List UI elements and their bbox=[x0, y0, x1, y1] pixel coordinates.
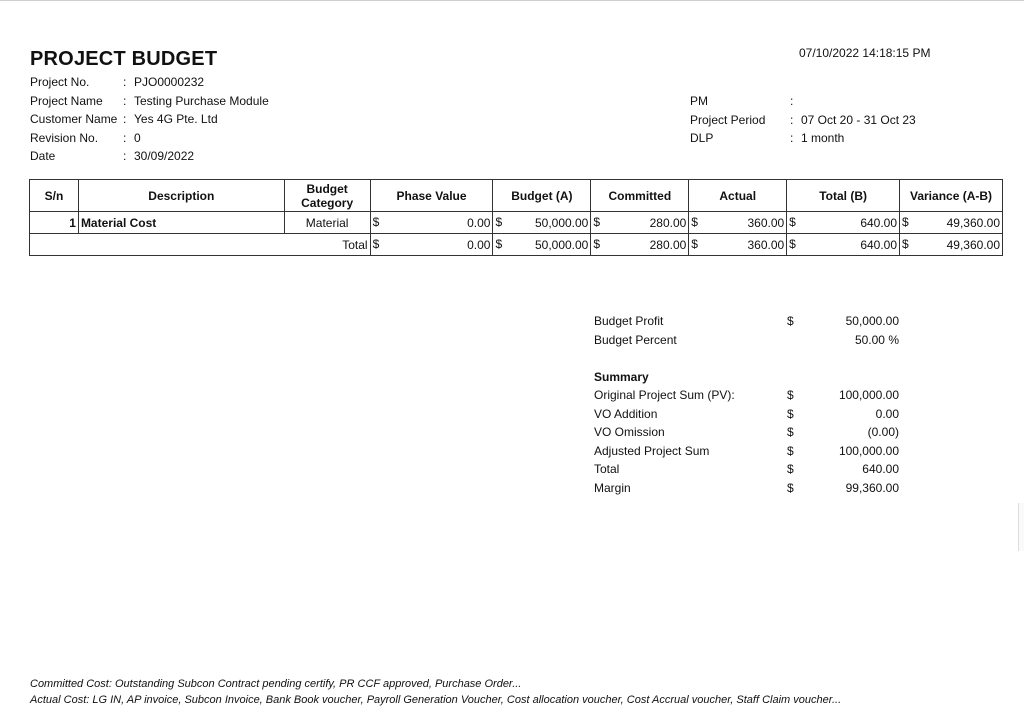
summary-section bbox=[594, 312, 899, 497]
summary-row-original-sum bbox=[594, 386, 899, 405]
header-total: Total (B) bbox=[787, 180, 900, 212]
currency-symbol: $ bbox=[372, 215, 380, 229]
info-label: DLP bbox=[690, 131, 714, 145]
project-info-left bbox=[30, 73, 269, 166]
currency-symbol: $ bbox=[902, 215, 909, 229]
summary-label: Original Project Sum (PV): bbox=[594, 388, 735, 402]
total-committed bbox=[591, 234, 689, 256]
summary-currency: $ bbox=[787, 462, 794, 476]
amount: 0.00 bbox=[467, 237, 491, 252]
amount: 50,000.00 bbox=[534, 215, 589, 230]
header-actual: Actual bbox=[689, 180, 787, 212]
header-category-line2: Category bbox=[301, 195, 354, 210]
header-description: Description bbox=[78, 180, 284, 212]
header-category-line1: Budget bbox=[306, 181, 348, 196]
info-value: 30/09/2022 bbox=[134, 149, 195, 163]
summary-row-adjusted-sum bbox=[594, 442, 899, 461]
summary-label: Margin bbox=[594, 480, 631, 495]
info-row-date bbox=[30, 147, 269, 166]
summary-spacer bbox=[594, 349, 899, 368]
budget-profit-label: Budget Profit bbox=[594, 314, 664, 328]
total-variance bbox=[900, 234, 1003, 256]
total-actual bbox=[689, 234, 787, 256]
info-row-dlp bbox=[690, 129, 916, 148]
total-phase-value bbox=[370, 234, 493, 256]
header-budget-category bbox=[284, 180, 370, 212]
header-variance: Variance (A-B) bbox=[900, 180, 1003, 212]
cell-category: Material bbox=[284, 212, 370, 234]
table-row bbox=[30, 212, 1003, 234]
summary-label: Adjusted Project Sum bbox=[594, 443, 710, 458]
page-title: PROJECT BUDGET bbox=[30, 48, 218, 70]
info-colon: : bbox=[123, 130, 127, 145]
info-row-pm bbox=[690, 92, 916, 111]
header-budget: Budget (A) bbox=[493, 180, 591, 212]
summary-currency: $ bbox=[787, 425, 794, 439]
budget-profit-value: 50,000.00 bbox=[845, 314, 899, 328]
total-total bbox=[787, 234, 900, 256]
budget-table bbox=[29, 179, 1003, 256]
info-label: Customer Name bbox=[30, 112, 118, 126]
info-colon: : bbox=[790, 131, 794, 145]
summary-currency: $ bbox=[787, 388, 794, 402]
info-row-revision-no bbox=[30, 129, 269, 148]
info-colon: : bbox=[123, 112, 127, 126]
info-label: Project Period bbox=[690, 112, 766, 127]
amount: 360.00 bbox=[747, 237, 785, 252]
summary-currency: $ bbox=[787, 406, 794, 421]
summary-value: 640.00 bbox=[862, 462, 899, 476]
summary-heading: Summary bbox=[594, 369, 649, 384]
cell-phase-value bbox=[370, 212, 493, 234]
info-label: Project No. bbox=[30, 75, 90, 89]
amount: 360.00 bbox=[747, 215, 785, 230]
info-value: 1 month bbox=[801, 131, 845, 145]
summary-value: 99,360.00 bbox=[845, 480, 899, 495]
amount: 640.00 bbox=[860, 237, 898, 252]
info-value: PJO0000232 bbox=[134, 75, 205, 89]
info-row-project-no bbox=[30, 73, 269, 92]
budget-percent-row bbox=[594, 331, 899, 350]
cell-total bbox=[787, 212, 900, 234]
budget-profit-currency: $ bbox=[787, 314, 794, 328]
info-label: Revision No. bbox=[30, 130, 99, 145]
amount: 0.00 bbox=[467, 215, 491, 230]
header-committed: Committed bbox=[591, 180, 689, 212]
amount: 280.00 bbox=[649, 237, 687, 252]
currency-symbol: $ bbox=[902, 237, 909, 251]
info-colon: : bbox=[790, 112, 794, 127]
summary-value: 0.00 bbox=[875, 406, 899, 421]
cell-variance bbox=[900, 212, 1003, 234]
summary-value: (0.00) bbox=[867, 425, 899, 439]
cell-budget bbox=[493, 212, 591, 234]
budget-percent-value: 50.00 % bbox=[854, 332, 899, 347]
summary-currency: $ bbox=[787, 443, 794, 458]
cell-actual bbox=[689, 212, 787, 234]
summary-row-total bbox=[594, 460, 899, 479]
summary-row-vo-omission bbox=[594, 423, 899, 442]
actual-cost-note: Actual Cost: LG IN, AP invoice, Subcon Invoice, Bank Book voucher, Payroll Generation Voucher, Cost allocation voucher, Cost Accrual voucher, Staff Claim voucher... bbox=[30, 694, 842, 706]
currency-symbol: $ bbox=[789, 215, 796, 229]
info-colon: : bbox=[790, 94, 794, 108]
header-phase-value: Phase Value bbox=[370, 180, 493, 212]
cell-committed bbox=[591, 212, 689, 234]
amount: 50,000.00 bbox=[534, 237, 589, 252]
amount: 49,360.00 bbox=[946, 215, 1000, 230]
table-header-row bbox=[30, 180, 1003, 212]
currency-symbol: $ bbox=[789, 237, 796, 251]
info-colon: : bbox=[123, 149, 127, 163]
info-label: Project Name bbox=[30, 93, 103, 108]
info-row-customer-name bbox=[30, 110, 269, 129]
info-row-project-name bbox=[30, 92, 269, 111]
summary-value: 100,000.00 bbox=[838, 443, 899, 458]
summary-row-vo-addition bbox=[594, 405, 899, 424]
header-sn: S/n bbox=[30, 180, 79, 212]
info-value: 0 bbox=[134, 130, 141, 145]
total-label: Total bbox=[30, 234, 371, 256]
cell-sn: 1 bbox=[30, 212, 79, 234]
currency-symbol: $ bbox=[495, 215, 503, 229]
info-value: 07 Oct 20 - 31 Oct 23 bbox=[801, 112, 916, 127]
info-row-project-period bbox=[690, 111, 916, 130]
info-label: PM bbox=[690, 94, 708, 108]
total-budget bbox=[493, 234, 591, 256]
project-info-right bbox=[690, 92, 916, 148]
info-colon: : bbox=[123, 93, 127, 108]
summary-value: 100,000.00 bbox=[838, 388, 899, 402]
currency-symbol: $ bbox=[593, 215, 601, 229]
cell-description: Material Cost bbox=[78, 212, 284, 234]
amount: 640.00 bbox=[860, 215, 898, 230]
currency-symbol: $ bbox=[691, 215, 698, 229]
summary-currency: $ bbox=[787, 480, 794, 495]
summary-label: VO Addition bbox=[594, 406, 658, 421]
budget-profit-row bbox=[594, 312, 899, 331]
info-value: Yes 4G Pte. Ltd bbox=[134, 112, 218, 126]
info-value: Testing Purchase Module bbox=[134, 93, 269, 108]
currency-symbol: $ bbox=[593, 237, 601, 251]
summary-label: VO Omission bbox=[594, 425, 665, 439]
page-edge-tab bbox=[1018, 503, 1024, 551]
budget-percent-label: Budget Percent bbox=[594, 332, 677, 347]
committed-cost-note: Committed Cost: Outstanding Subcon Contract pending certify, PR CCF approved, Purchase Order... bbox=[30, 678, 522, 690]
budget-percent-spacer bbox=[787, 331, 817, 350]
table-total-row bbox=[30, 234, 1003, 256]
info-label: Date bbox=[30, 149, 56, 163]
footer-notes bbox=[30, 676, 841, 708]
summary-label: Total bbox=[594, 462, 620, 476]
currency-symbol: $ bbox=[691, 237, 698, 251]
top-border bbox=[0, 0, 1024, 1]
amount: 280.00 bbox=[649, 215, 687, 230]
currency-symbol: $ bbox=[372, 237, 380, 251]
currency-symbol: $ bbox=[495, 237, 503, 251]
amount: 49,360.00 bbox=[946, 237, 1000, 252]
summary-row-margin bbox=[594, 479, 899, 498]
info-colon: : bbox=[123, 75, 127, 89]
print-timestamp: 07/10/2022 14:18:15 PM bbox=[799, 46, 931, 60]
